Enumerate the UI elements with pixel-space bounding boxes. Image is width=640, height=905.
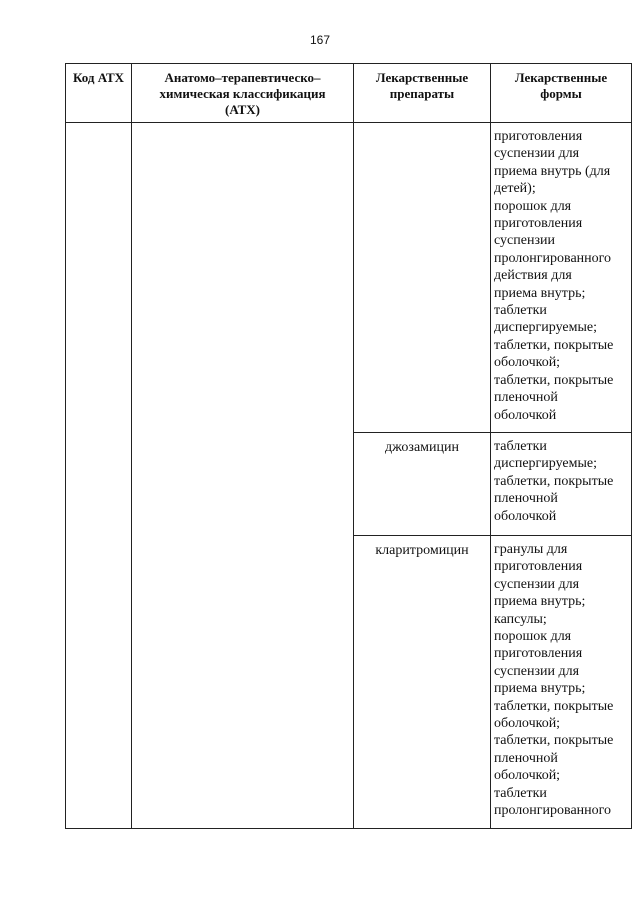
drug-name-cell xyxy=(354,123,491,433)
atc-code-cell xyxy=(66,123,132,829)
table-header-row xyxy=(66,64,632,123)
drug-name-cell: кларитромицин xyxy=(354,536,491,829)
page-number: 167 xyxy=(309,33,331,47)
dosage-forms-cell: гранулы для приготовления суспензии для приема внутрь; капсулы; порошок для приготовления суспензии для приема внутрь; таблетки, покрытые оболочкой; таблетки, покрытые пленочной оболочкой; таблетки пролонгированного xyxy=(491,536,632,829)
table-row xyxy=(66,123,632,433)
dosage-forms-cell: таблетки диспергируемые; таблетки, покрытые пленочной оболочкой xyxy=(491,433,632,536)
classification-cell xyxy=(132,123,354,829)
header-classification: Анатомо–терапевтическо– химическая классификация (АТХ) xyxy=(132,64,354,123)
drug-name-cell: джозамицин xyxy=(354,433,491,536)
dosage-forms-cell: приготовления суспензии для приема внутрь (для детей); порошок для приготовления суспензии пролонгированного действия для приема внутрь; таблетки диспергируемые; таблетки, покрытые оболочкой; таблетки, покрытые пленочной оболочкой xyxy=(491,123,632,433)
header-atc-code: Код АТХ xyxy=(66,64,132,123)
header-drugs: Лекарственные препараты xyxy=(354,64,491,123)
header-forms: Лекарственные формы xyxy=(491,64,632,123)
atc-table xyxy=(65,63,632,829)
